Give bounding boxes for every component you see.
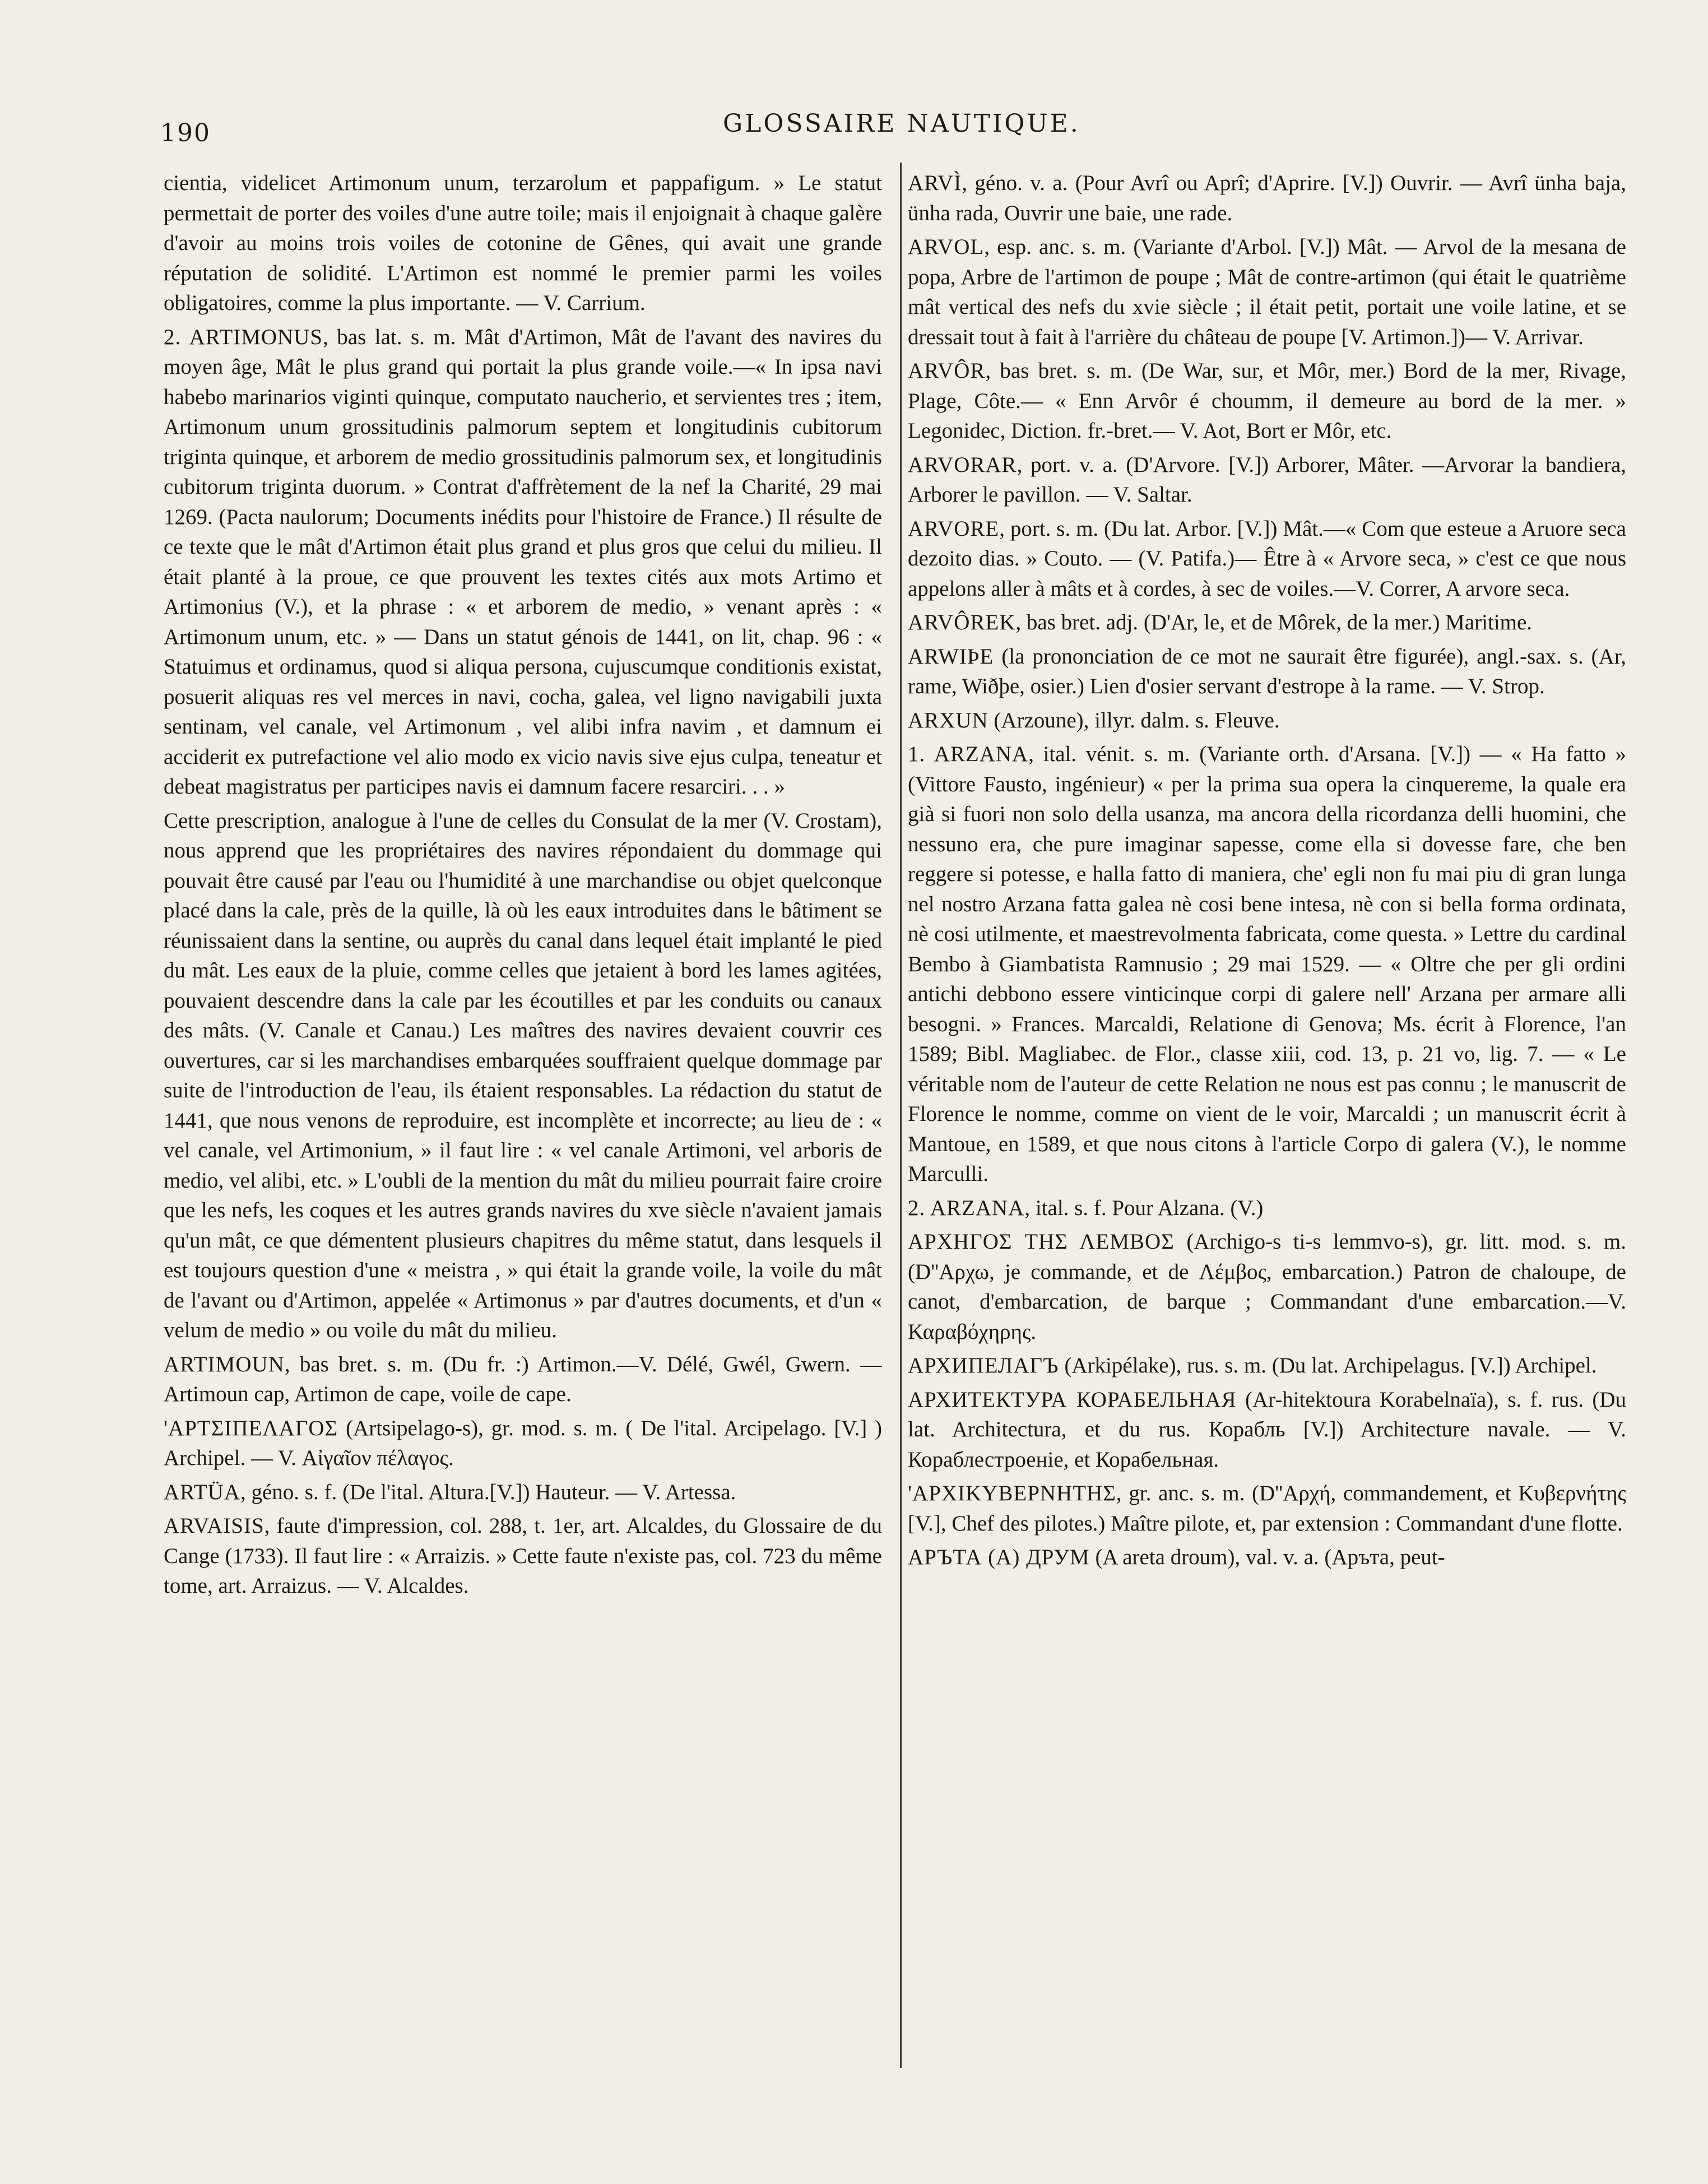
column-divider: [900, 163, 902, 2068]
glossary-entry: [908, 450, 1626, 510]
entry-headword: ARVÌ: [908, 171, 962, 195]
glossary-entry: [908, 1385, 1626, 1475]
entry-headword: ARVOL: [908, 235, 985, 259]
entry-headword: АРХИТЕКТУРА КОРАБЕЛЬНАЯ: [908, 1387, 1237, 1412]
entry-text: , esp. anc. s. m. (Variante d'Arbol. [V.]) Mât. — Arvol de la mesana de popa, Arbre de l'artimon de poupe ; Mât de contre-artimon (qui était le quatrième mât vertical des nefs du xvie siècle ; il était petit, portait une voile latine, et se dressait tout à fait à l'arrière du château de poupe [V. Artimon.])— V. Arrivar.: [908, 235, 1626, 349]
entry-text: , gr. anc. s. m. (D''Αρχή, commandement, et Κυβερνήτης [V.], Chef des pilotes.) Maître pilote, et, par extension : Commandant d'une flotte.: [908, 1481, 1626, 1536]
entry-text: , géno. v. a. (Pour Avrî ou Aprî; d'Aprire. [V.]) Ouvrir. — Avrî ünha baja, ünha rada, Ouvrir une baie, une rade.: [908, 171, 1626, 225]
glossary-entry: [908, 168, 1626, 228]
glossary-entry: [908, 706, 1626, 736]
entry-headword: ARVORAR: [908, 452, 1017, 477]
entry-text: (la prononciation de ce mot ne saurait être figurée), angl.-sax. s. (Ar, rame, Wiðþe, osier.) Lien d'osier servant d'estrope à la rame. — V. Strop.: [908, 644, 1626, 698]
entry-text: , bas bret. adj. (D'Ar, le, et de Môrek, de la mer.) Maritime.: [1015, 610, 1533, 634]
entry-text: , ital. s. f. Pour Alzana. (V.): [1024, 1195, 1264, 1220]
glossary-entry: [908, 739, 1626, 1189]
entry-headword: 'ΑΡΤΣΙΠΕΛΑΓΟΣ: [164, 1416, 338, 1440]
entry-headword: 1. ARZANA: [908, 742, 1029, 766]
entry-text: , bas bret. s. m. (De War, sur, et Môr, mer.) Bord de la mer, Rivage, Plage, Côte.— « Enn Arvôr é choumm, il demeure au bord de la mer. » Legonidec, Diction. fr.-bret.— V. Aot, Bort er Môr, etc.: [908, 359, 1626, 443]
entry-text: cientia, videlicet Artimonum unum, terzarolum et pappafigum. » Le statut permettait de porter des voiles d'une autre toile; mais il enjoignait à chaque galère d'avoir au moins trois voiles de cotonine de Gênes, qui avait une grande réputation de solidité. L'Artimon est nommé le premier parmi les voiles obligatoires, comme la plus importante. — V. Carrium.: [164, 171, 882, 315]
entry-headword: ARVÔREK: [908, 610, 1016, 634]
glossary-entry: [908, 608, 1626, 638]
glossary-entry: [164, 1477, 882, 1508]
glossary-entry: [908, 1351, 1626, 1381]
glossary-entry: [164, 322, 882, 802]
entry-headword: 2. ARTIMONUS: [164, 324, 323, 349]
glossary-entry: [908, 232, 1626, 352]
entry-text: , bas bret. s. m. (Du fr. :) Artimon.—V. Délé, Gwél, Gwern. — Artimoun cap, Artimon de cape, voile de cape.: [164, 1352, 882, 1406]
entry-text: (Archigo-s ti-s lemmvo-s), gr. litt. mod. s. m. (D''Αρχω, je commande, et de Λέμβος, embarcation.) Patron de chaloupe, de canot, d'embarcation, de barque ; Commandant d'une embarcation.—V. Καραβόχηρης.: [908, 1230, 1626, 1344]
entry-headword: ARTIMOUN: [164, 1352, 285, 1376]
entry-headword: АРЪТА (А) ДРУМ: [908, 1545, 1090, 1569]
entry-headword: ARVÔR: [908, 359, 986, 383]
entry-text: , ital. vénit. s. m. (Variante orth. d'Arsana. [V.]) — « Ha fatto » (Vittore Fausto, ingénieur) « per la prima sua opera la cinquereme, la quale era già si fuori non solo della usanza, ma ancora della ricordanza delli huomini, che nessuno era, che pure imaginar sapesse, come ella si dovesse fare, che ben reggere si potesse, e halla fatto di maniera, che' egli non fu mai piu di gran lunga nel nostro Arzana fatta galea nè cosi bene intesa, nè con si bella forma ordinata, nè cosi utilmente, et maestrevolmenta fabricata, come questa. » Lettre du cardinal Bembo à Giambatista Ramnusio ; 29 mai 1529. — « Oltre che per gli ordini antichi debbono essere vinticinque corpi di galere nell' Arzana per armare alli besogni. » Frances. Marcaldi, Relatione di Genova; Ms. écrit à Florence, l'an 1589; Bibl. Magliabec. de Flor., classe xiii, cod. 13, p. 21 vo, lig. 7. — « Le véritable nom de l'auteur de cette Relation ne nous est pas connu ; le manuscrit de Florence le nomme, comme on vient de le voir, Marcaldi ; un manuscrit écrit à Mantoue, en 1589, et que nous citons à l'article Corpo di galera (V.), le nomme Marculli.: [908, 742, 1626, 1186]
entry-text: , port. v. a. (D'Arvore. [V.]) Arborer, Mâter. —Arvorar la bandiera, Arborer le pavillon. — V. Saltar.: [908, 452, 1626, 507]
running-title: GLOSSAIRE NAUTIQUE.: [723, 109, 1080, 138]
entry-text: (Artsipelago-s), gr. mod. s. m. ( De l'ital. Arcipelago. [V.] ) Archipel. — V. Αἰγαῖον πέλαγος.: [164, 1416, 882, 1470]
glossary-entry: [164, 806, 882, 1346]
entry-headword: 'ΑΡΧΙΚΥΒΕΡΝΗΤΗΣ: [908, 1481, 1116, 1505]
entry-text: (A areta droum), val. v. a. (Аръта, peut-: [1089, 1545, 1445, 1569]
entry-headword: ΑΡΧΗΓΟΣ ΤΗΣ ΛΕΜΒΟΣ: [908, 1230, 1175, 1254]
glossary-entry: [908, 1542, 1626, 1573]
glossary-entry: [164, 1511, 882, 1601]
left-column: [164, 168, 882, 2074]
entry-text: , bas lat. s. m. Mât d'Artimon, Mât de l'avant des navires du moyen âge, Mât le plus grand qui portait la plus grande voile.—« In ipsa navi habebo marinarios viginti quinque, computato naucherio, et servientes tres ; item, Artimonum unum grossitudinis palmorum septem et longitudinis cubitorum triginta quinque, et arborem de medio grossitudinis palmorum sex, et longitudinis cubitorum triginta duorum. » Contrat d'affrètement de la nef la Charité, 29 mai 1269. (Pacta naulorum; Documents inédits pour l'histoire de France.) Il résulte de ce texte que le mât d'Artimon était plus grand et plus gros que celui du milieu. Il était planté à la proue, ce que prouvent les textes cités aux mots Artimo et Artimonius (V.), et la phrase : « et arborem de medio, » venant après : « Artimonum unum, etc. » — Dans un statut génois de 1441, on lit, chap. 96 : « Statuimus et ordinamus, quod si aliqua persona, cujuscumque conditionis existat, posuerit aliquas res vel merces in navi, cocha, galea, vel ligno navigabili juxta sentinam, vel canale, vel Artimonum , vel alibi infra navim , et damnum ei acciderit ex putrefactione vel alio modo ex vicio navis sive ejus culpa, teneatur et debeat magistratus per participes navis ei damnum facere resarciri. . . »: [164, 324, 882, 799]
entry-text: Cette prescription, analogue à l'une de celles du Consulat de la mer (V. Crostam), nous apprend que les propriétaires des navires répondaient du dommage qui pouvait être causé par l'eau ou l'humidité à une marchandise ou objet quelconque placé dans la cale, près de la quille, là où les eaux introduites dans le bâtiment se réunissaient dans la sentine, ou auprès du canal dans lequel était implanté le pied du mât. Les eaux de la pluie, comme celles que jetaient à bord les lames agitées, pouvaient descendre dans la cale par les écoutilles et par les conduits ou canaux des mâts. (V. Canale et Canau.) Les maîtres des navires devaient couvrir ces ouvertures, car si les marchandises embarquées souffraient quelque dommage par suite de l'introduction de l'eau, ils étaient responsables. La rédaction du statut de 1441, que nous venons de reproduire, est incomplète et incorrecte; au lieu de : « vel canale, vel Artimonium, » il faut lire : « vel canale Artimoni, vel arboris de medio, vel alibi, etc. » L'oubli de la mention du mât du milieu pourrait faire croire que les nefs, les coques et les autres grands navires du xve siècle n'avaient jamais qu'un mât, ce que démentent plusieurs chapitres du même statut, dans lesquels il est toujours question d'une « meistra , » qui était la grande voile, la voile du mât de l'avant ou d'Artimon, appelée « Artimonus » par d'autres documents, et d'un « velum de medio » ou voile du mât du milieu.: [164, 808, 882, 1342]
right-column: [908, 168, 1626, 2074]
entry-headword: ARVORE: [908, 516, 1000, 541]
entry-headword: ARVAISIS: [164, 1514, 264, 1538]
entry-text: (Ar-hitektoura Korabelnaïa), s. f. rus. (Du lat. Architectura, et du rus. Корабль [V.]) Architecture navale. — V. Кораблестроеніе, et Корабельная.: [908, 1387, 1626, 1472]
entry-text: , port. s. m. (Du lat. Arbor. [V.]) Mât.—« Com que esteue a Aruore seca dezoito dias. » Couto. — (V. Patifa.)— Être à « Arvore seca, » c'est ce que nous appelons aller à mâts et à cordes, à sec de voiles.—V. Correr, A arvore seca.: [908, 516, 1626, 601]
entry-headword: ARWIÞE: [908, 644, 994, 669]
glossary-entry: [908, 1193, 1626, 1223]
glossary-entry: [908, 642, 1626, 702]
entry-headword: ARTÜA: [164, 1480, 240, 1504]
glossary-entry: [908, 1227, 1626, 1347]
page-number: 190: [160, 119, 211, 147]
entry-headword: АРХИПЕЛАГЪ: [908, 1353, 1059, 1378]
entry-text: (Arkipélake), rus. s. m. (Du lat. Archipelagus. [V.]) Archipel.: [1059, 1353, 1597, 1378]
glossary-entry: [908, 1478, 1626, 1538]
glossary-entry: [908, 356, 1626, 446]
glossary-entry: [164, 1350, 882, 1409]
glossary-entry: [164, 1413, 882, 1473]
entry-headword: ARXUN: [908, 708, 988, 732]
entry-text: , géno. s. f. (De l'ital. Altura.[V.]) Hauteur. — V. Artessa.: [240, 1480, 736, 1504]
glossary-entry: [164, 168, 882, 318]
entry-headword: 2. ARZANA: [908, 1195, 1025, 1220]
glossary-entry: [908, 514, 1626, 604]
entry-text: (Arzoune), illyr. dalm. s. Fleuve.: [988, 708, 1280, 732]
entry-text: , faute d'impression, col. 288, t. 1er, art. Alcaldes, du Glossaire de du Cange (1733). Il faut lire : « Arraizis. » Cette faute n'existe pas, col. 723 du même tome, art. Arraizus. — V. Alcaldes.: [164, 1514, 882, 1598]
